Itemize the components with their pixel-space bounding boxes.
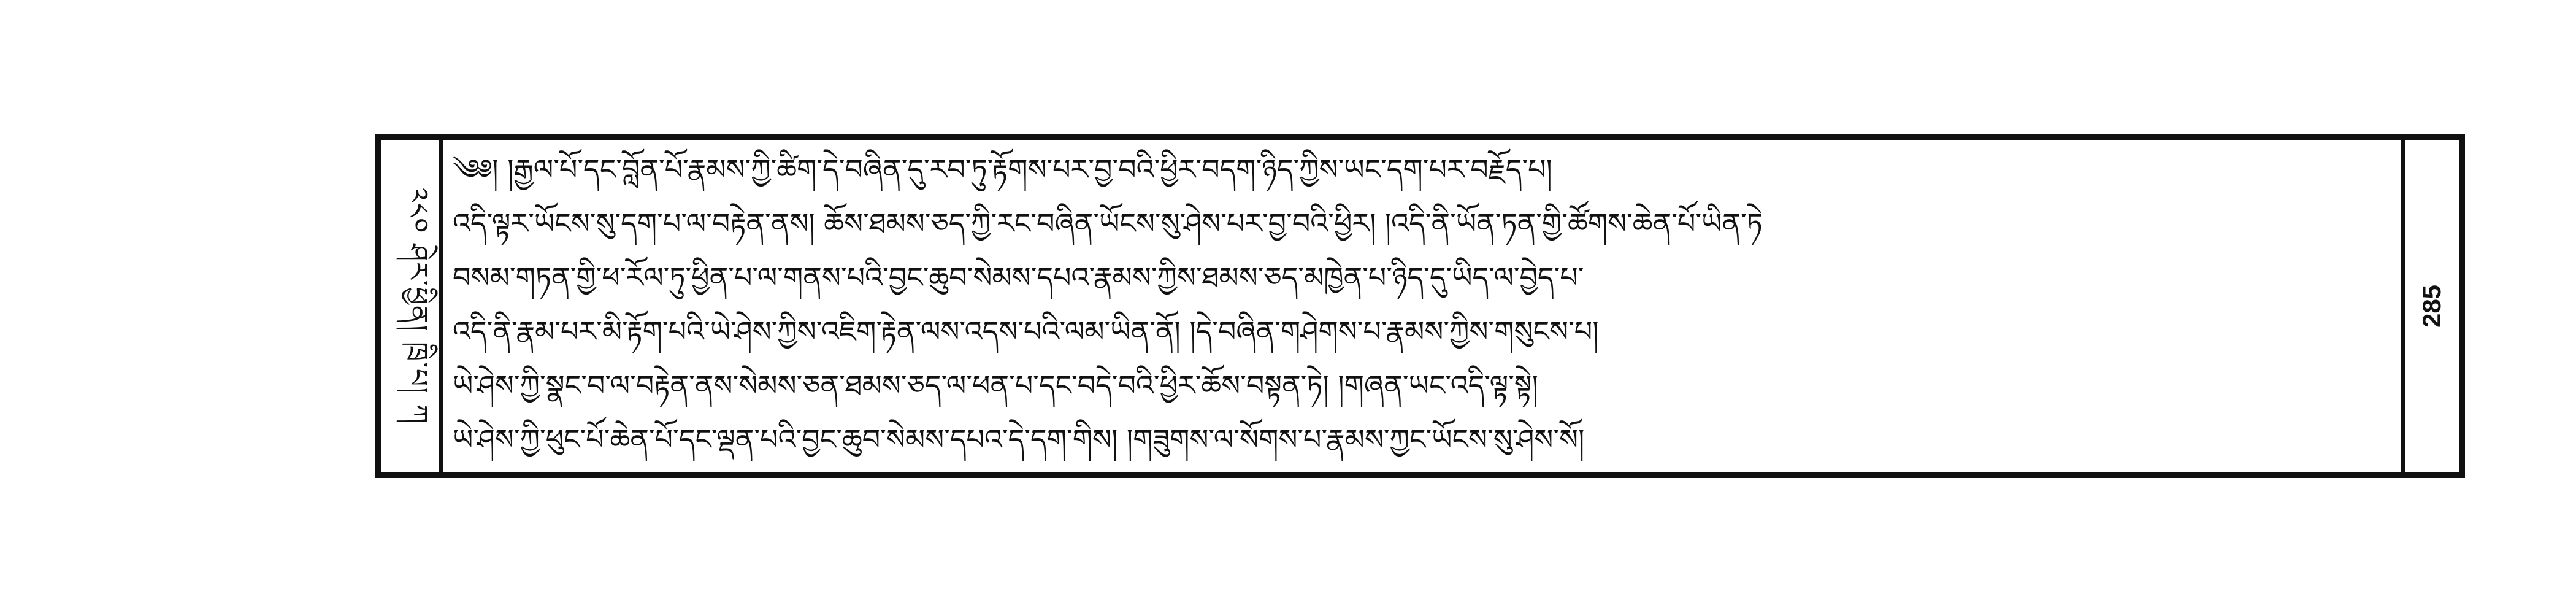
folio-number: 285	[2417, 284, 2446, 328]
right-margin	[2401, 140, 2459, 472]
text-line-3: བསམ་གཏན་གྱི་ཕ་རོལ་ཏུ་ཕྱིན་པ་ལ་གནས་པའི་བྱང་ཆུབ་སེམས་དཔའ་རྣམས་ཀྱིས་ཐམས་ཅད་མཁྱེན་པ་ཉིད་དུ་ཡིད་ལ་བྱེད་པ་	[453, 261, 1584, 294]
left-margin-label: ༢༨༠ ཤེར་ཕྱིན། ཁྲི་པ། ཀ	[402, 187, 434, 425]
text-line-1: ༄༅། །རྒྱལ་པོ་དང་བློན་པོ་རྣམས་ཀྱི་ཚིག་དེ་བཞིན་དུ་རབ་ཏུ་རྟོགས་པར་བྱ་བའི་ཕྱིར་བདག་ཉིད་ཀྱིས་ཡང་དག་པར་བརྗོད་པ།	[453, 153, 1552, 186]
text-line-2: འདི་ལྟར་ཡོངས་སུ་དག་པ་ལ་བརྟེན་ནས། ཆོས་ཐམས་ཅད་ཀྱི་རང་བཞིན་ཡོངས་སུ་ཤེས་པར་བྱ་བའི་ཕྱིར། །འདི་ནི་ཡོན་ཏན་གྱི་ཚོགས་ཆེན་པོ་ཡིན་ཏེ	[453, 207, 1763, 240]
text-line-4: འདི་ནི་རྣམ་པར་མི་རྟོག་པའི་ཡེ་ཤེས་ཀྱིས་འཇིག་རྟེན་ལས་འདས་པའི་ལམ་ཡིན་ནོ། །དེ་བཞིན་གཤེགས་པ་རྣམས་ཀྱིས་གསུངས་པ།	[453, 315, 1599, 348]
text-line-6: ཡེ་ཤེས་ཀྱི་ཕུང་པོ་ཆེན་པོ་དང་ལྡན་པའི་བྱང་ཆུབ་སེམས་དཔའ་དེ་དག་གིས། །གཟུགས་ལ་སོགས་པ་རྣམས་ཀྱང་ཡོངས་སུ་ཤེས་སོ།	[453, 423, 1585, 456]
text-block	[453, 147, 2394, 466]
left-margin	[381, 140, 443, 472]
text-line-5: ཡེ་ཤེས་ཀྱི་སྣང་བ་ལ་བརྟེན་ནས་སེམས་ཅན་ཐམས་ཅད་ལ་ཕན་པ་དང་བདེ་བའི་ཕྱིར་ཆོས་བསྟན་ཏེ། །གཞན་ཡང་འདི་ལྟ་སྟེ།	[453, 369, 1538, 402]
